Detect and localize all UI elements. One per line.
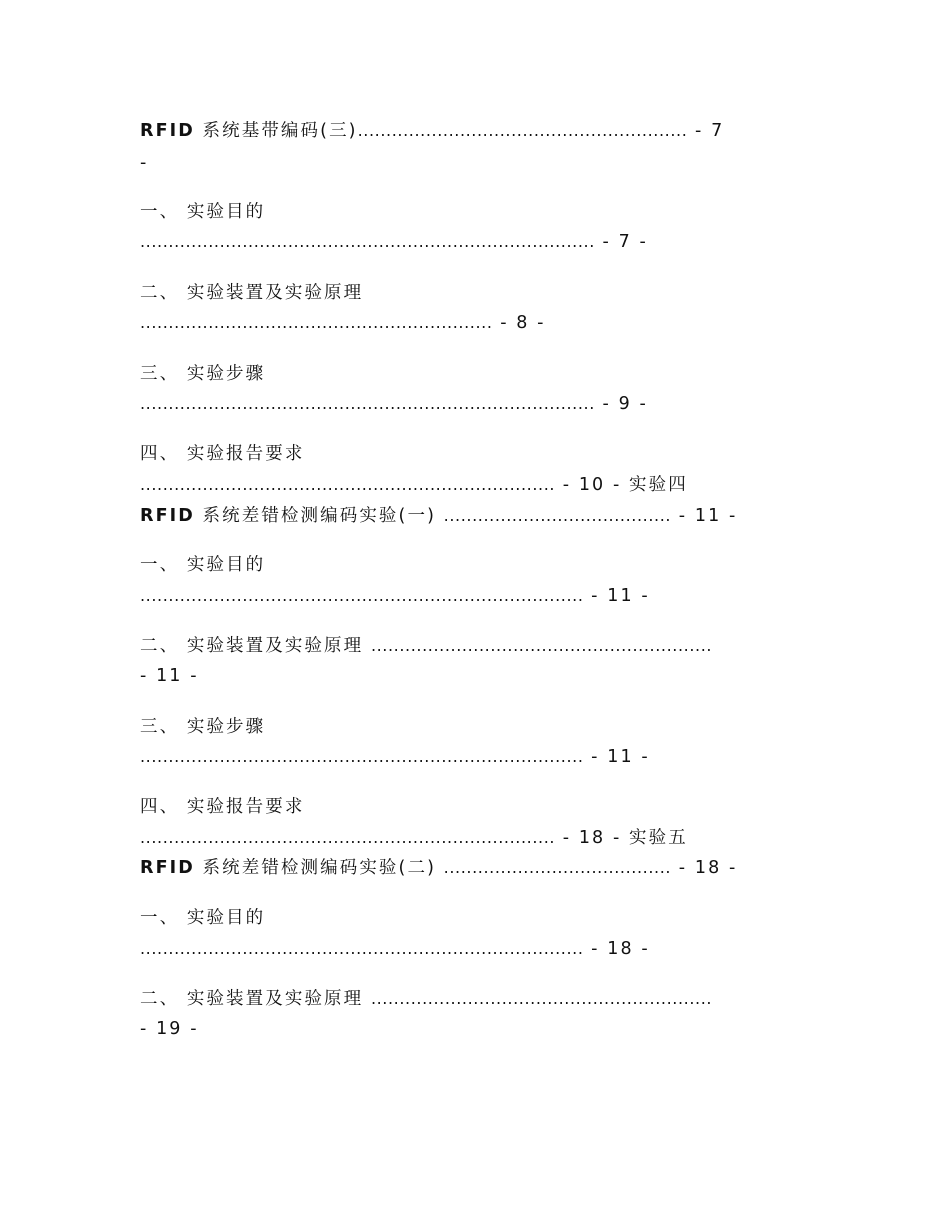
toc-leader: ......................................................................... [140, 475, 556, 494]
toc-leader: ........................................ [443, 506, 672, 525]
toc-title: 一、 实验目的 [140, 908, 266, 928]
toc-page: - 8 - [492, 313, 546, 333]
toc-title: 二、 实验装置及实验原理 [140, 636, 371, 656]
toc-title: 三、 实验步骤 [140, 717, 266, 737]
toc-leader: ............................................................ [370, 989, 713, 1008]
toc-title: 系统差错检测编码实验(一) [194, 506, 444, 526]
toc-prefix: RFID [140, 858, 195, 878]
toc-leader: ........................................ [443, 858, 672, 877]
toc-page: - 7 [687, 121, 725, 141]
toc-entry-objective[interactable] [140, 905, 820, 931]
toc-page-continuation [140, 663, 820, 689]
toc-title: 四、 实验报告要求 [140, 444, 305, 464]
toc-page: - 11 - [671, 506, 738, 526]
toc-leader: .............................................................. [140, 313, 493, 332]
toc-leader: .............................................................................. [140, 586, 584, 605]
toc-entry-apparatus[interactable] [140, 280, 820, 306]
toc-title: 二、 实验装置及实验原理 [140, 283, 364, 303]
toc-entry-report[interactable] [140, 794, 820, 820]
toc-leader-line [140, 744, 820, 770]
toc-page: - 7 - [594, 232, 648, 252]
toc-title: 一、 实验目的 [140, 555, 266, 575]
toc-entry-steps[interactable] [140, 361, 820, 387]
toc-leader-line [140, 825, 820, 851]
toc-leader-line [140, 391, 820, 417]
toc-prefix: RFID [140, 506, 195, 526]
toc-leader: ......................................................................... [140, 828, 556, 847]
toc-leader: ................................................................................ [140, 232, 595, 251]
toc-entry-objective[interactable] [140, 552, 820, 578]
toc-entry-apparatus[interactable] [140, 986, 820, 1012]
toc-title: 三、 实验步骤 [140, 364, 266, 384]
toc-page: - 11 - [583, 586, 650, 606]
toc-page: - 18 - 实验五 [555, 828, 688, 848]
toc-page: - 18 - [583, 939, 650, 959]
toc-leader-line [140, 229, 820, 255]
toc-title: 四、 实验报告要求 [140, 797, 305, 817]
toc-page: - 11 - [583, 747, 650, 767]
toc-leader: .............................................................................. [140, 939, 584, 958]
toc-entry-report[interactable] [140, 441, 820, 467]
toc-entry-rfid-error-1[interactable] [140, 503, 820, 529]
toc-page-continuation [140, 150, 820, 176]
toc-page: - 9 - [594, 394, 648, 414]
toc-prefix: RFID [140, 121, 195, 141]
toc-leader: ............................................................ [370, 636, 713, 655]
toc-page: - 11 - [140, 666, 199, 686]
toc-leader: ................................................................................ [140, 394, 595, 413]
toc-leader-line [140, 936, 820, 962]
toc-entry-rfid-error-2[interactable] [140, 855, 820, 881]
toc-entry-objective[interactable] [140, 199, 820, 225]
toc-title: 系统差错检测编码实验(二) [194, 858, 444, 878]
toc-entry-rfid-baseband-3[interactable] [140, 118, 820, 144]
toc-entry-apparatus[interactable] [140, 633, 820, 659]
toc-title: 二、 实验装置及实验原理 [140, 989, 371, 1009]
toc-page: - 10 - 实验四 [555, 475, 688, 495]
toc-entry-steps[interactable] [140, 714, 820, 740]
toc-title: 系统基带编码(三) [194, 121, 358, 141]
toc-leader-line [140, 583, 820, 609]
toc-leader-line [140, 310, 820, 336]
toc-page-continuation [140, 1016, 820, 1042]
toc-title: - [140, 153, 149, 173]
toc-page: - 19 - [140, 1019, 199, 1039]
toc-page: - 18 - [671, 858, 738, 878]
toc-title: 一、 实验目的 [140, 202, 266, 222]
toc-leader: .............................................................................. [140, 747, 584, 766]
toc-leader-line [140, 472, 820, 498]
toc-leader: .......................................................... [357, 121, 688, 140]
